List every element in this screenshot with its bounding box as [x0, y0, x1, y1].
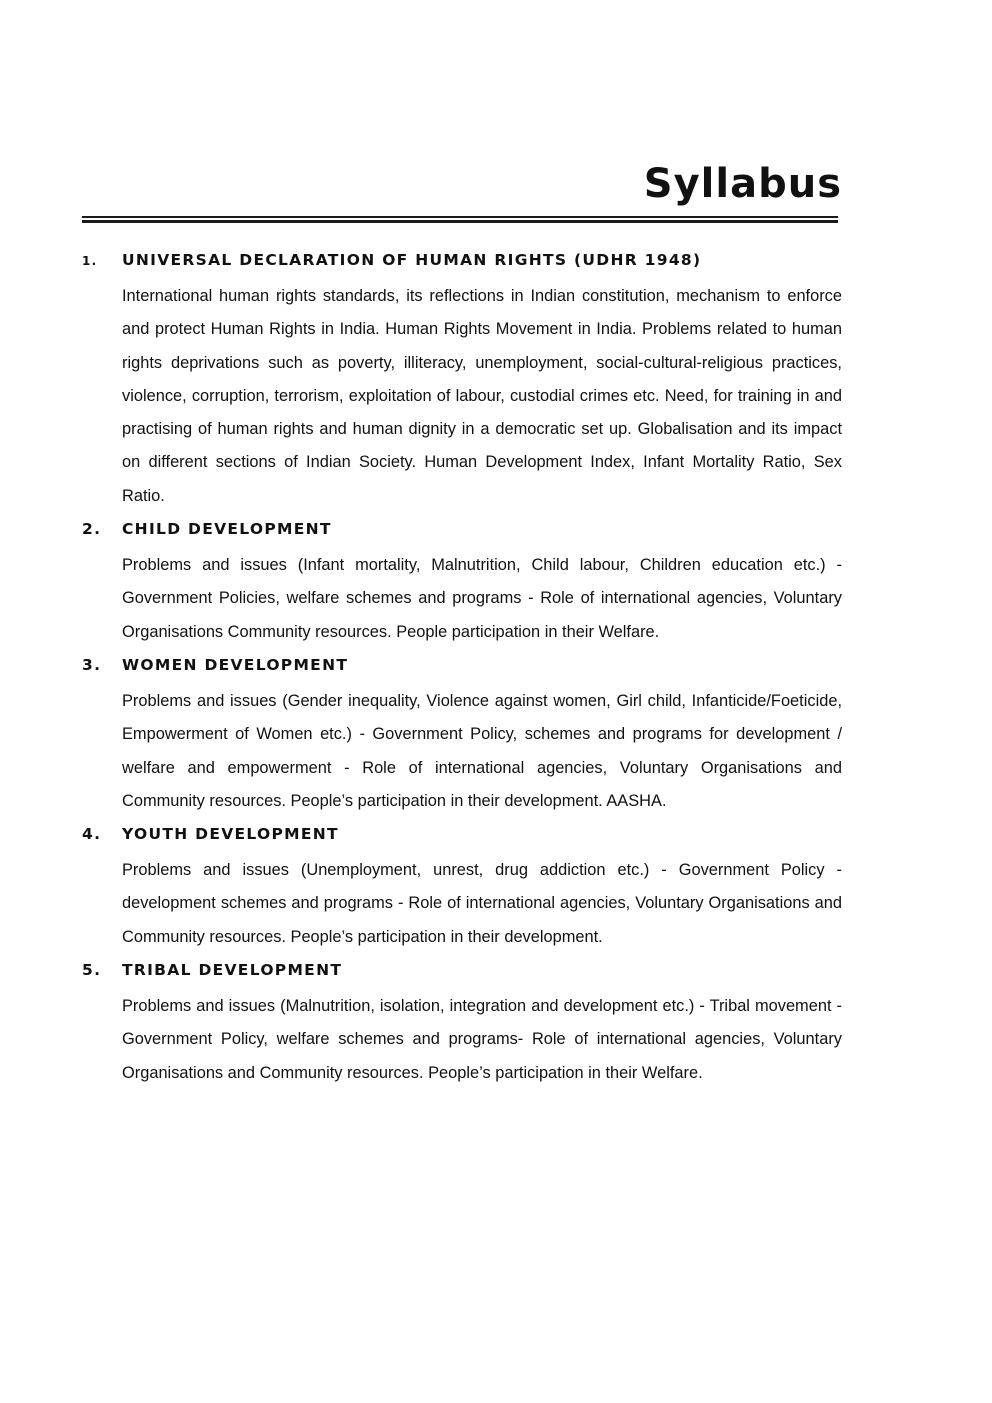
section-child-development — [82, 516, 842, 652]
section-number: 3. — [82, 655, 102, 674]
section-women-development — [82, 652, 842, 821]
section-title: WOMEN DEVELOPMENT — [122, 655, 349, 674]
syllabus-content — [82, 247, 842, 1093]
section-title: UNIVERSAL DECLARATION OF HUMAN RIGHTS (UDHR 1948) — [122, 251, 702, 269]
section-heading — [82, 652, 842, 685]
section-heading — [82, 957, 842, 990]
section-title: YOUTH DEVELOPMENT — [122, 825, 339, 844]
section-title: CHILD DEVELOPMENT — [122, 520, 332, 539]
section-body: Problems and issues (Unemployment, unrest, drug addiction etc.) - Government Policy - development schemes and programs - Role of international agencies, Voluntary Organisations and Community resources. People’s participation in their development. — [122, 861, 842, 946]
section-heading — [82, 247, 842, 280]
section-udhr — [82, 247, 842, 516]
section-number: 5. — [82, 961, 102, 980]
section-number: 1. — [82, 254, 98, 268]
section-title: TRIBAL DEVELOPMENT — [122, 961, 343, 980]
section-body: International human rights standards, its reflections in Indian constitution, mechanism to enforce and protect Human Rights in India. Human Rights Movement in India. Problems related to human rights deprivations such as poverty, illiteracy, unemployment, social-cultural-religious practices, violence, corruption, terrorism, exploitation of labour, custodial crimes etc. Need, for training in and practising of human rights and human dignity in a democratic set up. Globalisation and its impact on different sections of Indian Society. Human Development Index, Infant Mortality Ratio, Sex Ratio. — [122, 287, 842, 505]
title-divider-thick — [82, 220, 838, 223]
page-title: Syllabus — [643, 161, 842, 207]
section-body: Problems and issues (Malnutrition, isolation, integration and development etc.) - Tribal movement - Government Policy, welfare schemes and programs- Role of international agencies, Voluntary Organisations and Community resources. People’s participation in their Welfare. — [122, 997, 842, 1082]
section-heading — [82, 821, 842, 854]
section-heading — [82, 516, 842, 549]
section-body: Problems and issues (Gender inequality, Violence against women, Girl child, Infanticide/Foeticide, Empowerment of Women etc.) - Government Policy, schemes and programs for development / welfare and empowerment - Role of international agencies, Voluntary Organisations and Community resources. People’s participation in their development. AASHA. — [122, 691, 842, 810]
title-divider — [82, 216, 838, 218]
section-number: 4. — [82, 825, 102, 844]
section-body: Problems and issues (Infant mortality, Malnutrition, Child labour, Children education etc.) - Government Policies, welfare schemes and programs - Role of international agencies, Voluntary Organisations Community resources. People participation in their Welfare. — [122, 556, 842, 641]
section-tribal-development — [82, 957, 842, 1093]
section-youth-development — [82, 821, 842, 957]
section-number: 2. — [82, 520, 102, 539]
